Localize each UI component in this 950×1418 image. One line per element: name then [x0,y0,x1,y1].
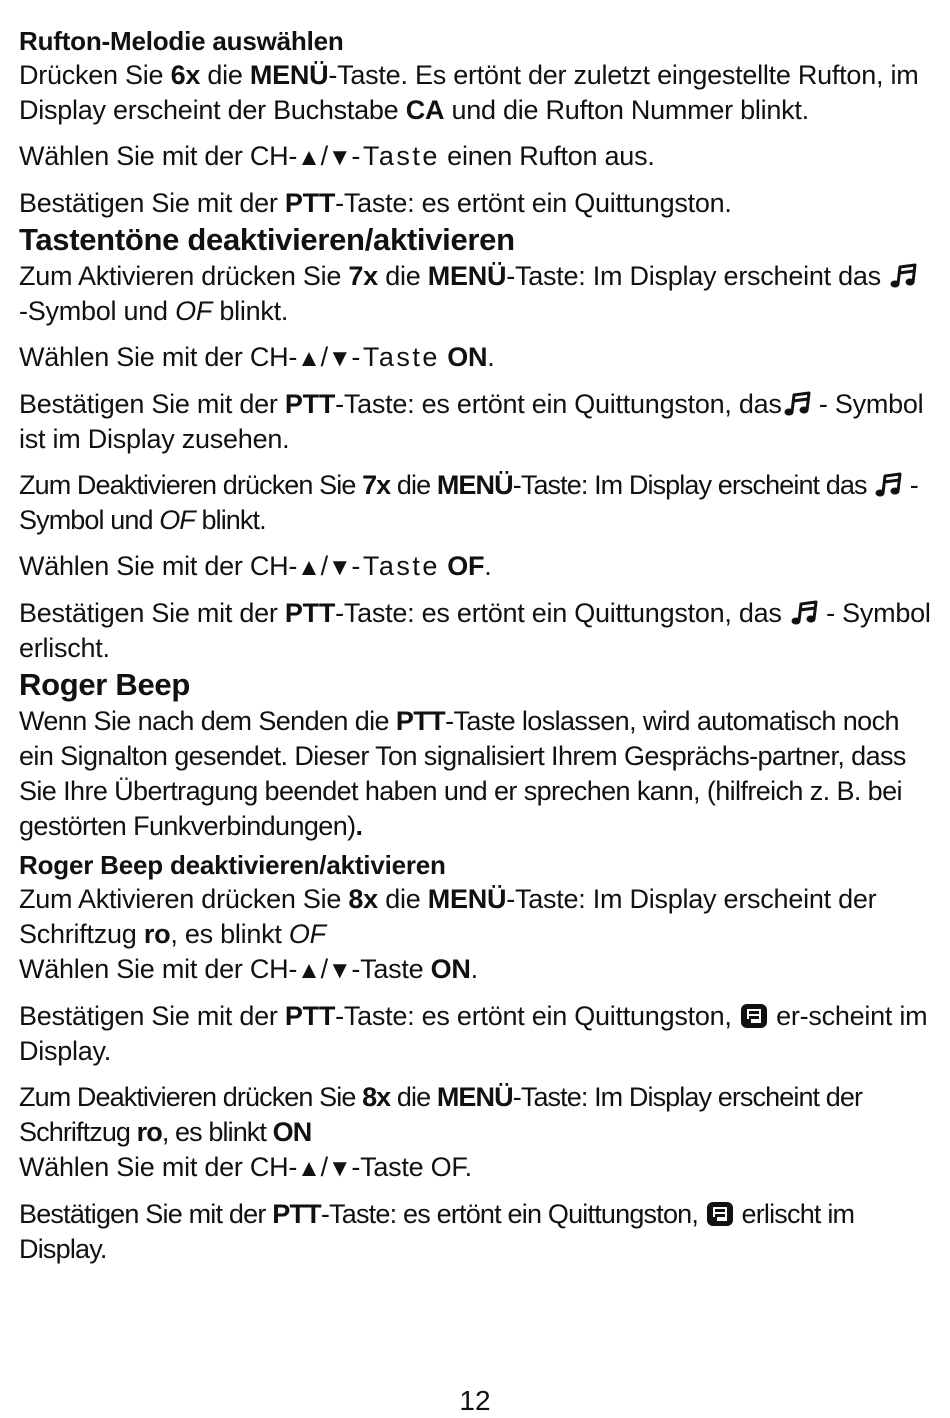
music-note-icon [782,390,812,418]
triangle-up-icon: ▲ [297,554,321,581]
music-note-icon [873,471,903,499]
paragraph-roger-beep: Wenn Sie nach dem Senden die PTT-Taste loslassen, wird automatisch noch ein Signalton gesendet. Dieser Ton signalisiert Ihrem Gesprächs-partner, dass Sie Ihre Übertragung beendet haben und er sprechen kann, (hilfreich z. B. bei gestörten Funkverbindungen). [19,706,906,841]
page-number: 12 [459,1385,491,1416]
paragraph-tastentoene-5: Wählen Sie mit der CH-▲/▼-Taste OF. [19,551,492,581]
paragraph-roger-toggle-2: Wählen Sie mit der CH-▲/▼-Taste ON. [19,954,478,984]
triangle-up-icon: ▲ [297,1155,321,1182]
paragraph-tastentoene-2: Wählen Sie mit der CH-▲/▼-Taste ON. [19,342,495,372]
paragraph-roger-toggle-3: Bestätigen Sie mit der PTT-Taste: es ertönt ein Quittungston, er-scheint im Display. [19,1001,928,1066]
paragraph-tastentoene-3: Bestätigen Sie mit der PTT-Taste: es ertönt ein Quittungston, das - Symbol ist im Display zusehen. [19,389,924,454]
manual-page [19,20,934,1267]
roger-beep-icon [705,1200,735,1228]
heading-rufton-melodie: Rufton-Melodie auswählen [19,26,344,56]
music-note-icon [789,599,819,627]
paragraph-tastentoene-1: Zum Aktivieren drücken Sie 7x die MENÜ-Taste: Im Display erscheint das -Symbol und OF blinkt. [19,259,934,329]
paragraph-roger-toggle-6: Bestätigen Sie mit der PTT-Taste: es ertönt ein Quittungston, erlischt im Display. [19,1199,855,1264]
paragraph-tastentoene-4: Zum Deaktivieren drücken Sie 7x die MENÜ-Taste: Im Display erscheint das -Symbol und OF blinkt. [19,470,918,535]
paragraph-roger-toggle-5: Wählen Sie mit der CH-▲/▼-Taste OF. [19,1152,472,1182]
heading-tastentoene: Tastentöne deaktivieren/aktivieren [19,222,515,257]
heading-roger-beep-toggle: Roger Beep deaktivieren/aktivieren [19,850,446,880]
paragraph-rufton-1: Drücken Sie 6x die MENÜ-Taste. Es ertönt der zuletzt eingestellte Rufton, im Display erscheint der Buchstabe CA und die Rufton Nummer blinkt. [19,60,919,125]
music-note-icon [888,262,918,290]
paragraph-roger-toggle-4: Zum Deaktivieren drücken Sie 8x die MENÜ-Taste: Im Display erscheint der Schriftzug ro, es blinkt ON [19,1082,863,1147]
triangle-down-icon: ▼ [327,144,352,171]
roger-beep-icon [739,1002,769,1030]
paragraph-rufton-3: Bestätigen Sie mit der PTT-Taste: es ertönt ein Quittungston. [19,188,732,218]
triangle-down-icon: ▼ [327,345,352,372]
triangle-up-icon: ▲ [297,345,321,372]
triangle-down-icon: ▼ [327,554,352,581]
paragraph-roger-toggle-1: Zum Aktivieren drücken Sie 8x die MENÜ-Taste: Im Display erscheint der Schriftzug ro, es blinkt OF [19,884,877,949]
heading-roger-beep: Roger Beep [19,667,190,702]
paragraph-tastentoene-6: Bestätigen Sie mit der PTT-Taste: es ertönt ein Quittungston, das - Symbol erlischt. [19,598,931,663]
triangle-down-icon: ▼ [327,1155,352,1182]
triangle-up-icon: ▲ [297,144,321,171]
triangle-up-icon: ▲ [297,957,321,984]
triangle-down-icon: ▼ [327,957,352,984]
paragraph-rufton-2: Wählen Sie mit der CH-▲/▼-Taste einen Rufton aus. [19,141,655,171]
